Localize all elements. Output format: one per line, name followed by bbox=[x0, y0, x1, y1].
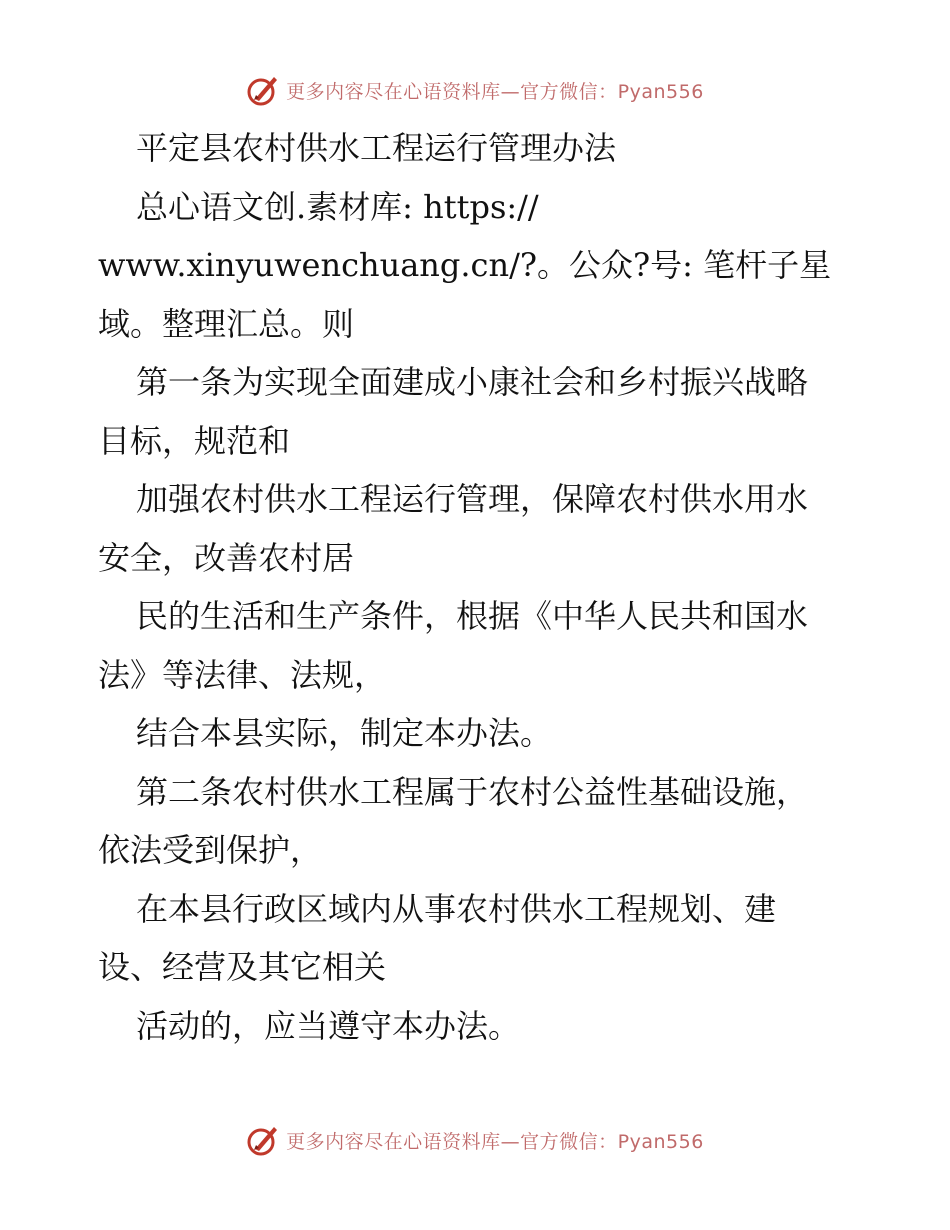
pen-logo-icon bbox=[246, 73, 280, 107]
pen-logo-icon bbox=[246, 1123, 280, 1157]
document-line: 安全，改善农村居 bbox=[98, 538, 355, 577]
document-line: 结合本县实际，制定本办法。 bbox=[136, 714, 553, 752]
document-body bbox=[98, 119, 858, 1055]
header-banner-text: 更多内容尽在心语资料库—官方微信：Pyan556 bbox=[286, 80, 704, 103]
document-line: 域。整理汇总。则 bbox=[98, 304, 355, 343]
document-line: 民的生活和生产条件，根据《中华人民共和国水 bbox=[136, 597, 809, 635]
document-line: 目标，规范和 bbox=[98, 421, 291, 460]
document-line: 平定县农村供水工程运行管理办法 bbox=[136, 129, 617, 167]
document-line: 第二条农村供水工程属于农村公益性基础设施， bbox=[136, 772, 809, 811]
document-line: 加强农村供水工程运行管理，保障农村供水用水 bbox=[136, 480, 809, 518]
header-banner bbox=[0, 70, 950, 110]
document-line: 总心语文创.素材库: https:// bbox=[136, 187, 539, 226]
footer-banner-text: 更多内容尽在心语资料库—官方微信：Pyan556 bbox=[286, 1130, 704, 1153]
footer-banner bbox=[0, 1120, 950, 1160]
document-line: 依法受到保护， bbox=[98, 831, 323, 869]
document-line: 活动的，应当遵守本办法。 bbox=[136, 1006, 521, 1045]
document-line: 法》等法律、法规， bbox=[98, 655, 387, 694]
document-line: 第一条为实现全面建成小康社会和乡村振兴战略 bbox=[136, 363, 809, 401]
document-line: 在本县行政区域内从事农村供水工程规划、建 bbox=[136, 889, 777, 928]
document-line: www.xinyuwenchuang.cn/?。公众?号: 笔杆子星 bbox=[98, 246, 832, 284]
document-line: 设、经营及其它相关 bbox=[98, 948, 387, 986]
